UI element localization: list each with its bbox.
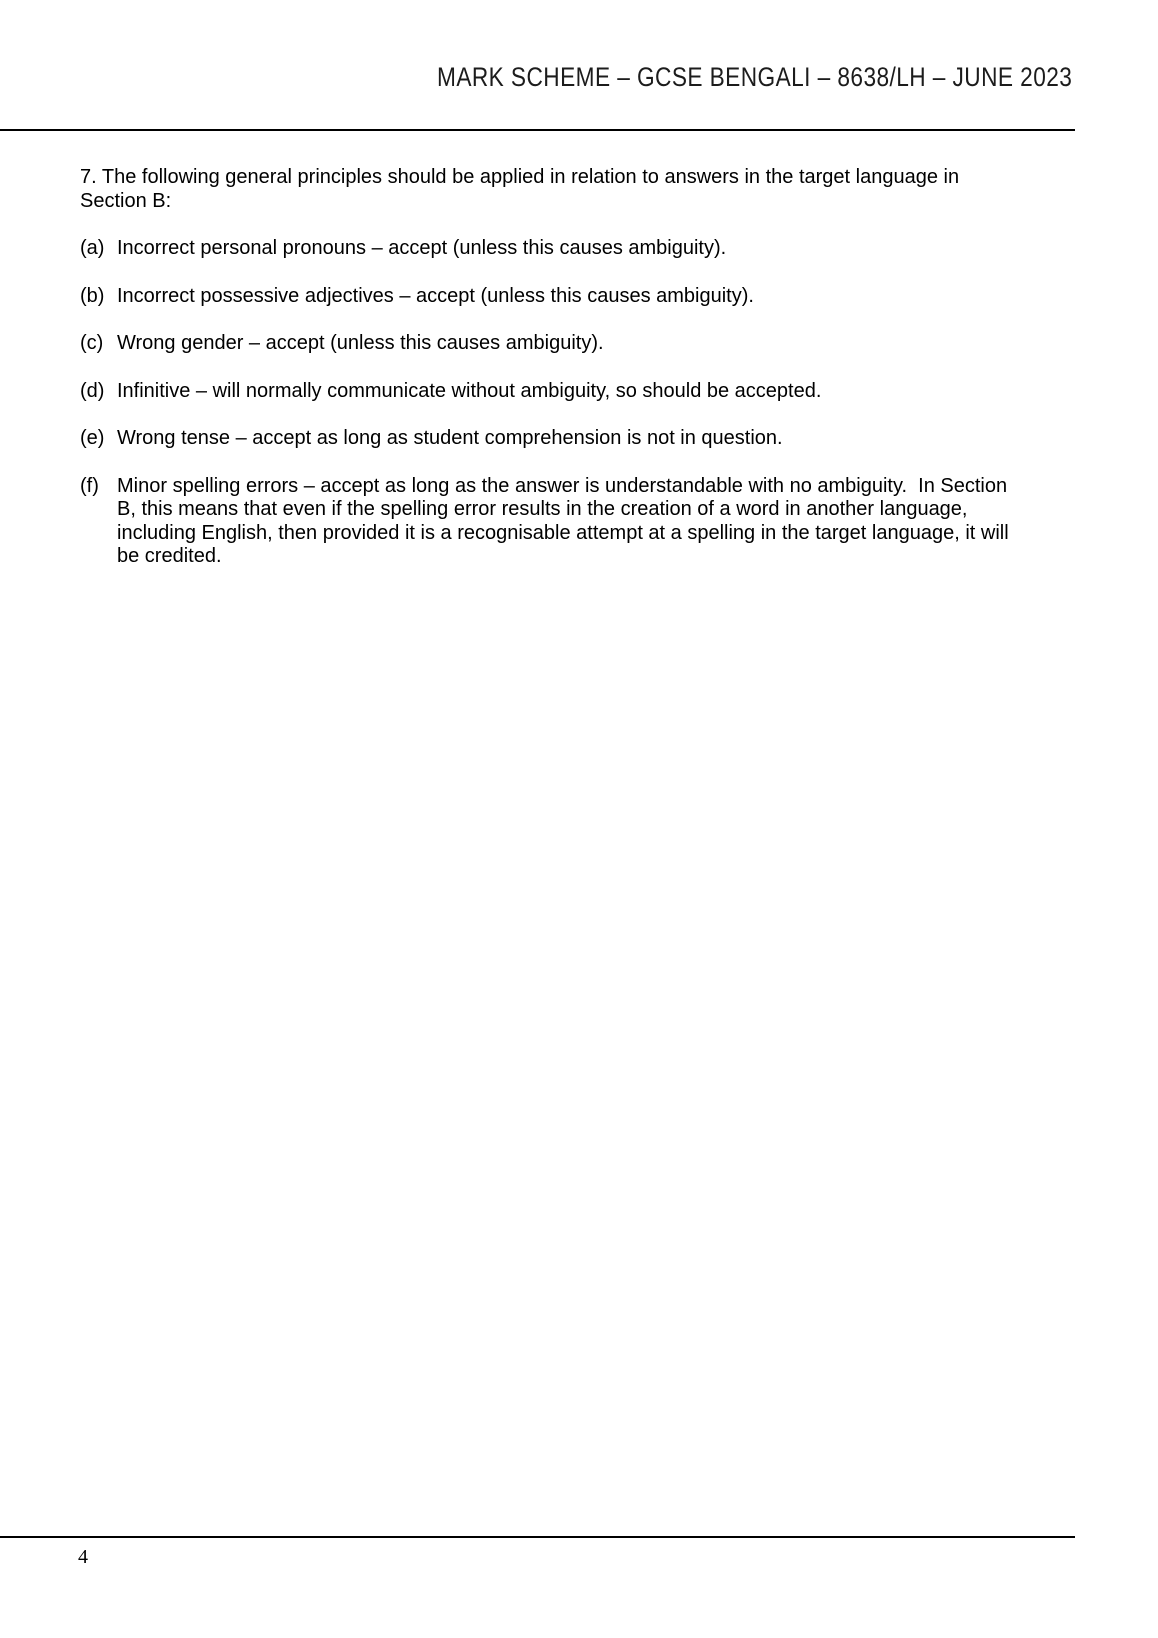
page-number: 4 [78, 1546, 88, 1568]
list-item-f [80, 475, 1028, 569]
item-marker: (c) [80, 332, 104, 354]
list-item-b [80, 285, 1028, 309]
intro-paragraph: 7. The following general principles should be applied in relation to answers in the target language in Section B: [80, 166, 960, 212]
item-marker: (b) [80, 284, 105, 307]
footer-rule [0, 1536, 1075, 1538]
list-item-d [80, 380, 1028, 404]
header-rule [0, 129, 1075, 131]
item-text: Incorrect personal pronouns – accept (unless this causes ambiguity). [117, 237, 727, 259]
list-item-e [80, 427, 1028, 451]
item-text: Wrong gender – accept (unless this causes ambiguity). [117, 332, 604, 354]
item-marker: (f) [80, 474, 99, 497]
list-item-a [80, 237, 1028, 261]
item-text: Minor spelling errors – accept as long as the answer is understandable with no ambiguity. In Section B, this means that even if the spelling error results in the creation of a word in another language, including English, then provided it is a recognisable attempt at a spelling in the target language, it will be credited. [117, 474, 1015, 567]
list-item-c [80, 332, 1028, 356]
item-text: Incorrect possessive adjectives – accept (unless this causes ambiguity). [117, 284, 754, 307]
item-marker: (a) [80, 237, 105, 259]
item-text: Wrong tense – accept as long as student comprehension is not in question. [117, 427, 783, 449]
item-marker: (e) [80, 427, 105, 449]
header-title: MARK SCHEME – GCSE BENGALI – 8638/LH – JUNE 2023 [436, 62, 1072, 92]
item-marker: (d) [80, 379, 105, 402]
item-text: Infinitive – will normally communicate without ambiguity, so should be accepted. [117, 379, 822, 402]
document-body [80, 166, 1028, 569]
